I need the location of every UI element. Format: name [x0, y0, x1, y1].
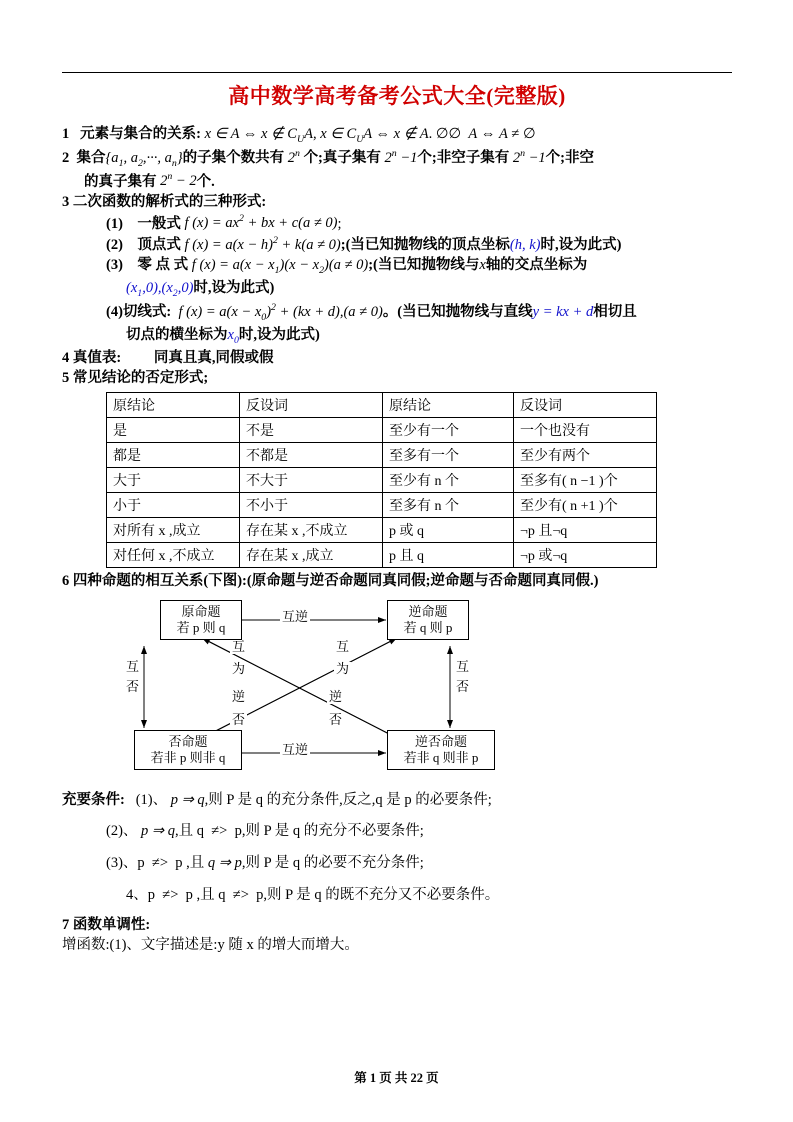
item-3-sub-2-note-b: 时,设为此式)	[540, 236, 622, 253]
table-cell: 至少有一个	[383, 417, 514, 442]
item-4	[62, 348, 732, 369]
diagram-label-right-a: 互	[456, 658, 470, 674]
table-cell: ¬p 或¬q	[514, 542, 657, 567]
item-3-sub-4-label: (4)切线式:	[106, 304, 172, 321]
table-cell: 至多有一个	[383, 442, 514, 467]
header-rule	[62, 72, 732, 73]
table-cell: 至少有( n +1 )个	[514, 492, 657, 517]
item-3-sub-2-vertex: (h, k)	[509, 236, 541, 253]
table-cell: ¬p 且¬q	[514, 517, 657, 542]
diagram-label-right-b: 否	[456, 678, 470, 694]
item-2-text-d: 个;非空子集有	[417, 149, 510, 166]
item-2-cont: 的真子集有 $2^n - 2$个.	[84, 171, 215, 190]
table-cell: 至少有两个	[514, 442, 657, 467]
table-cell: 不小于	[240, 492, 383, 517]
table-row	[107, 517, 657, 542]
item-3-sub-4-line: y = kx + d	[532, 304, 594, 321]
item-3-sub-3-points: $(x_1,0),(x_2,0)$	[126, 280, 194, 300]
sufficient-condition-1-text: ,则 P 是 q 的充分条件,反之,q 是 p 的必要条件;	[204, 791, 492, 808]
table-cell: 大于	[107, 467, 240, 492]
item-3-number: 3	[62, 194, 70, 211]
diagram-label-inner-8: 否	[329, 711, 343, 727]
item-3-sub-2	[62, 234, 732, 255]
item-7-line-1: 增函数:(1)、文字描述是:y 随 x 的增大而增大。	[62, 937, 359, 954]
page-title: 高中数学高考备考公式大全(完整版)	[228, 84, 566, 108]
item-2-text-g: 个.	[196, 173, 215, 190]
table-cell: p 且 q	[383, 542, 514, 567]
negation-table	[106, 392, 657, 568]
table-cell: 不都是	[240, 442, 383, 467]
sufficient-condition-2-text: ,且 q ≠> p,则 P 是 q 的充分不必要条件;	[174, 823, 424, 840]
item-5-title: 常见结论的否定形式;	[72, 370, 209, 387]
sufficient-condition-3-formula: q ⇒ p	[207, 855, 242, 872]
item-1-formula: x ∈ A ⇔ x ∉ $C_UA$	[204, 126, 313, 145]
diagram-box-converse-line2: 若 q 则 p	[403, 619, 453, 635]
item-2: 2 集合{$a_1$, $a_2,\cdot\cdot\cdot$, $a_n$}的子集个数共有 2$^n$ 个;真子集有 $2^n -1$个;非空子集有 $2^n -1$个;非空	[62, 147, 595, 169]
item-3-sub-4-cont	[62, 325, 732, 348]
table-header-cell: 原结论	[107, 392, 240, 417]
diagram-label-bottom: 互逆	[282, 741, 309, 757]
item-6-title: 四种命题的相互关系(下图):(原命题与逆否命题同真同假;逆命题与否命题同真同假.)	[72, 572, 599, 589]
sufficient-condition-label: 充要条件:	[62, 791, 125, 808]
sufficient-condition-3-prefix: (3)、p ≠> p ,且	[106, 855, 205, 872]
item-3-sub-2-note-a: ;(当已知抛物线的顶点坐标	[340, 236, 510, 253]
item-3-sub-2-label: (2) 顶点式	[106, 236, 181, 253]
sufficient-condition-1-prefix: (1)、	[135, 791, 168, 808]
item-3-sub-4-x0: $x_0$	[227, 326, 239, 346]
item-1-formula-3: ∅∅ A ⇔ A ≠ ∅	[435, 126, 536, 142]
item-3-sub-4-note-b: 相切且	[593, 304, 637, 321]
diagram-label-inner-7: 逆	[329, 688, 343, 704]
table-cell: 对所有 x ,成立	[107, 517, 240, 542]
item-5	[62, 368, 732, 389]
diagram-box-contrapositive-line1: 逆否命题	[414, 733, 467, 749]
item-3-sub-1-formula: f $(x) = ax^2$ + bx + c(a ≠ 0)	[184, 213, 338, 232]
table-cell: 都是	[107, 442, 240, 467]
page-footer: 第 1 页 共 22 页	[354, 1071, 439, 1085]
diagram-box-inverse	[134, 730, 242, 771]
sufficient-condition-3	[62, 853, 732, 875]
table-cell: 存在某 x ,不成立	[240, 517, 383, 542]
item-4-number: 4	[62, 349, 70, 366]
diagram-label-inner-4: 否	[232, 711, 246, 727]
table-row	[107, 417, 657, 442]
table-cell: 一个也没有	[514, 417, 657, 442]
table-cell: 对任何 x ,不成立	[107, 542, 240, 567]
item-4-label: 真值表:	[72, 349, 122, 366]
item-2-text-f: 的真子集有	[84, 173, 157, 190]
item-1-formula-2: x ∈ $C_UA$ ⇔ x ∉ A	[320, 126, 429, 145]
item-3-sub-3-note-c: 时,设为此式)	[193, 280, 275, 297]
item-1-number: 1	[62, 126, 70, 142]
item-3-sub-3	[62, 255, 732, 278]
document-body	[62, 80, 732, 956]
item-2-text-e: 个;非空	[545, 149, 595, 166]
diagram-box-contrapositive	[387, 730, 495, 771]
sufficient-condition-4	[62, 885, 732, 907]
item-1-text: 元素与集合的关系:	[80, 126, 201, 142]
table-cell: 是	[107, 417, 240, 442]
table-cell: 不是	[240, 417, 383, 442]
diagram-box-inverse-line2: 若非 p 则非 q	[150, 749, 226, 765]
table-row	[107, 467, 657, 492]
table-cell: 不大于	[240, 467, 383, 492]
diagram-box-contrapositive-line2: 若非 q 则非 p	[403, 749, 479, 765]
table-row	[107, 442, 657, 467]
sufficient-condition-4-text: 4、p ≠> p ,且 q ≠> p,则 P 是 q 的既不充分又不必要条件。	[126, 886, 500, 903]
table-header-cell: 反设词	[240, 392, 383, 417]
sufficient-condition-1-formula: p ⇒ q	[170, 791, 205, 808]
item-3-sub-3-cont	[62, 278, 732, 301]
diagram-box-converse	[387, 600, 469, 641]
sufficient-condition-3-text: ,则 P 是 q 的必要不充分条件;	[241, 855, 424, 872]
item-3-sub-3-label: (3) 零 点 式	[106, 257, 189, 274]
item-3-sub-3-formula: f $(x) = a(x - x_1)(x - x_2)(a \ne 0)$	[191, 257, 369, 277]
item-7-title: 函数单调性:	[72, 916, 151, 933]
item-2-text-a: 集合	[76, 149, 106, 166]
item-3-sub-3-axis: x	[479, 257, 486, 274]
item-3-sub-4	[62, 301, 732, 325]
item-3-sub-2-formula: f $(x) = a(x - h)^2 + k(a \ne 0)$	[184, 235, 341, 253]
table-cell: 存在某 x ,成立	[240, 542, 383, 567]
diagram-label-top: 互逆	[282, 608, 309, 624]
item-3-sub-4-note-a: 。(当已知抛物线与直线	[382, 304, 533, 321]
table-cell: 至少有 n 个	[383, 467, 514, 492]
item-3-sub-4-note-c: 切点的横坐标为	[126, 326, 228, 343]
diagram-label-inner-1: 互	[232, 638, 246, 654]
diagram-label-inner-5: 互	[336, 638, 350, 654]
item-2-text-b: 的子集个数共有	[182, 149, 285, 166]
item-5-number: 5	[62, 370, 70, 387]
item-3-sub-1-label: (1) 一般式	[106, 215, 181, 232]
item-4-text: 同真且真,同假或假	[153, 349, 274, 366]
item-6-number: 6	[62, 572, 70, 589]
item-2-text-c: 个;真子集有	[303, 149, 381, 166]
diagram-box-original-line2: 若 p 则 q	[176, 619, 226, 635]
table-cell: 至多有 n 个	[383, 492, 514, 517]
item-7-number: 7	[62, 916, 70, 933]
table-row	[107, 492, 657, 517]
item-3-sub-3-note-b: 轴的交点坐标为	[485, 257, 588, 274]
table-row	[107, 542, 657, 567]
diagram-box-converse-line1: 逆命题	[408, 603, 448, 619]
item-3-sub-4-formula: f $(x) = a(x - x_0)^2 + (kx + d),(a \ne 0)$	[178, 302, 383, 323]
table-header-row	[107, 392, 657, 417]
item-3-sub-4-note-d: 时,设为此式)	[238, 326, 320, 343]
item-3-sub-3-note-a: ;(当已知抛物线与	[368, 257, 480, 274]
diagram-box-original-line1: 原命题	[181, 603, 221, 619]
sufficient-condition-2-prefix: (2)、	[106, 823, 138, 840]
diagram-label-inner-3: 逆	[232, 688, 246, 704]
diagram-label-inner-2: 为	[232, 660, 246, 676]
table-cell: 小于	[107, 492, 240, 517]
diagram-box-original	[160, 600, 242, 641]
sufficient-condition-2-formula: p ⇒ q	[141, 823, 175, 840]
item-1: 1 元素与集合的关系: x ∈ A ⇔ x ∉ $C_UA$, x ∈ $C_UA$ ⇔ x ∉ A. ∅∅ A ⇔ A ≠ ∅	[62, 126, 536, 145]
item-6	[62, 571, 732, 592]
proposition-relation-diagram	[102, 598, 522, 778]
table-header-cell: 反设词	[514, 392, 657, 417]
item-2-number: 2	[62, 149, 70, 166]
table-cell: 至多有( n −1 )个	[514, 467, 657, 492]
item-3-sub-1: (1) 一般式 f $(x) = ax^2$ + bx + c(a ≠ 0);	[106, 213, 342, 232]
table-header-cell: 原结论	[383, 392, 514, 417]
table-cell: p 或 q	[383, 517, 514, 542]
item-3-title: 二次函数的解析式的三种形式:	[72, 194, 267, 211]
diagram-label-inner-6: 为	[336, 660, 350, 676]
diagram-label-left-b: 否	[126, 678, 140, 694]
item-3	[62, 192, 732, 213]
diagram-label-left-a: 互	[126, 658, 140, 674]
diagram-box-inverse-line1: 否命题	[168, 733, 208, 749]
item-7	[62, 915, 732, 936]
sufficient-condition-1	[62, 790, 732, 812]
sufficient-condition-2	[62, 821, 732, 843]
